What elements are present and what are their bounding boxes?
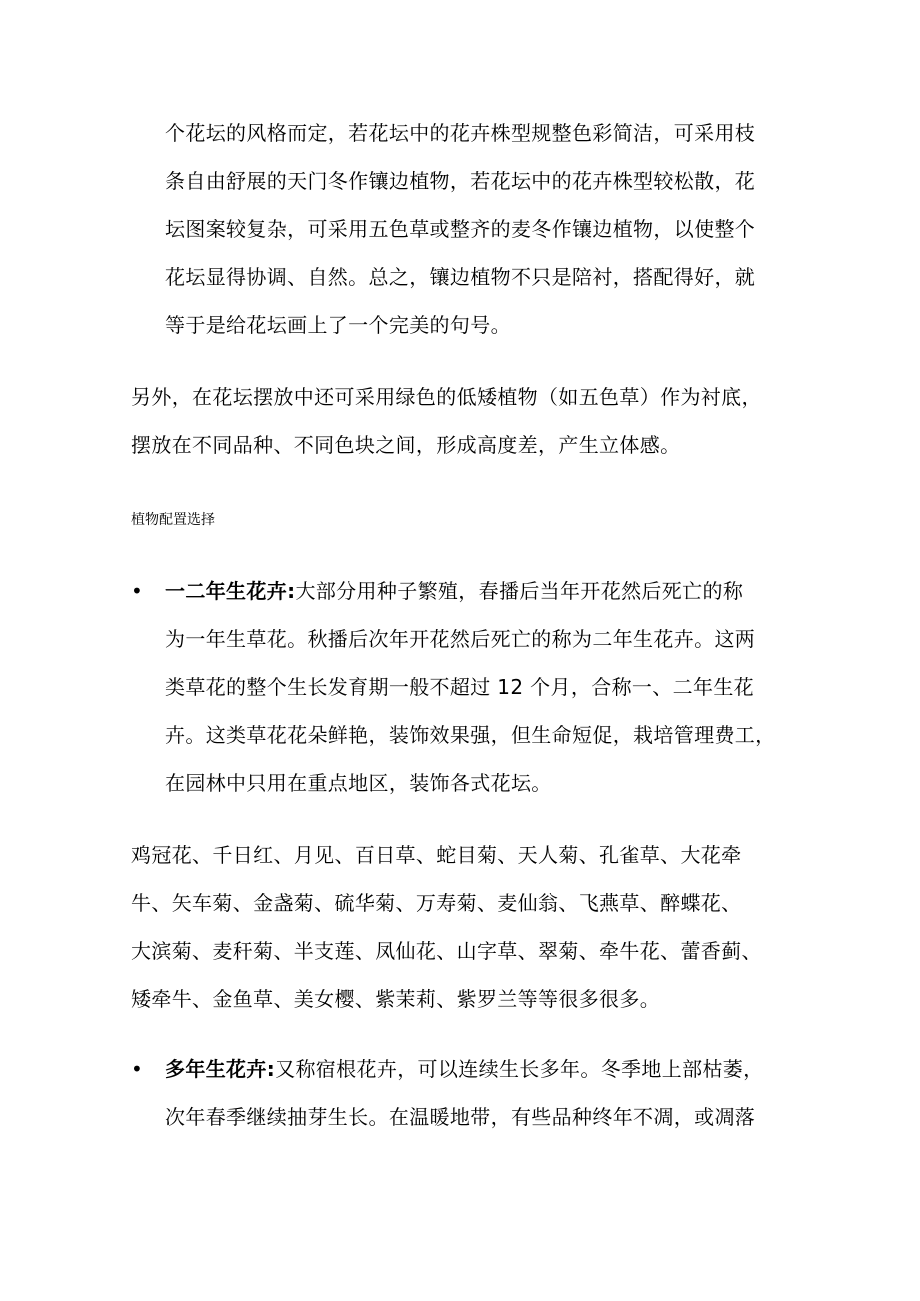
intro-line-3: 坛图案较复杂，可采用五色草或整齐的麦冬作镶边植物，以使整个 <box>165 217 756 241</box>
examples-line-3: 大滨菊、麦秆菊、半支莲、凤仙花、山字草、翠菊、牵牛花、蕾香蓟、 <box>131 939 762 963</box>
annuals-line-5: 在园林中只用在重点地区，装饰各式花坛。 <box>165 771 552 795</box>
annuals-line-3: 类草花的整个生长发育期一般不超过 12 个月，合称一、二年生花 <box>165 675 755 699</box>
perennials-line-2: 次年春季继续抽芽生长。在温暖地带，有些品种终年不凋，或凋落 <box>165 1105 756 1129</box>
annuals-term: 一二年生花卉 <box>165 579 288 603</box>
intro-line-5: 等于是给花坛画上了一个完美的句号。 <box>165 313 511 337</box>
perennials-colon: : <box>266 1057 276 1081</box>
perennials-first-line-text: 又称宿根花卉，可以连续生长多年。冬季地上部枯萎， <box>275 1057 764 1081</box>
perennials-first-line <box>165 1057 764 1081</box>
examples-line-2: 牛、矢车菊、金盏菊、硫华菊、万寿菊、麦仙翁、飞燕草、醉蝶花、 <box>131 891 742 915</box>
annuals-line-2: 为一年生草花。秋播后次年开花然后死亡的称为二年生花卉。这两 <box>165 627 756 651</box>
extra-line-2: 摆放在不同品种、不同色块之间，形成高度差，产生立体感。 <box>131 433 681 457</box>
perennials-term: 多年生花卉 <box>165 1057 267 1081</box>
section-heading: 植物配置选择 <box>131 512 215 528</box>
bullet-perennials: • <box>131 1057 143 1081</box>
intro-line-2: 条自由舒展的天门冬作镶边植物，若花坛中的花卉株型较松散，花 <box>165 169 756 193</box>
annuals-first-line <box>165 579 743 603</box>
annuals-colon: : <box>287 579 296 603</box>
intro-line-4: 花坛显得协调、自然。总之，镶边植物不只是陪衬，搭配得好，就 <box>165 265 756 289</box>
annuals-line-4: 卉。这类草花花朵鲜艳，装饰效果强，但生命短促，栽培管理费工， <box>165 723 776 747</box>
annuals-first-line-text: 大部分用种子繁殖，春播后当年开花然后死亡的称 <box>295 579 744 603</box>
extra-line-1: 另外，在花坛摆放中还可采用绿色的低矮植物（如五色草）作为衬底， <box>131 385 762 409</box>
intro-line-1: 个花坛的风格而定，若花坛中的花卉株型规整色彩简洁，可采用枝 <box>165 121 756 145</box>
examples-line-1: 鸡冠花、千日红、月见、百日草、蛇目菊、天人菊、孔雀草、大花牵 <box>131 843 742 867</box>
examples-line-4: 矮牵牛、金鱼草、美女樱、紫茉莉、紫罗兰等等很多很多。 <box>131 987 661 1011</box>
bullet-annuals: • <box>131 579 143 603</box>
